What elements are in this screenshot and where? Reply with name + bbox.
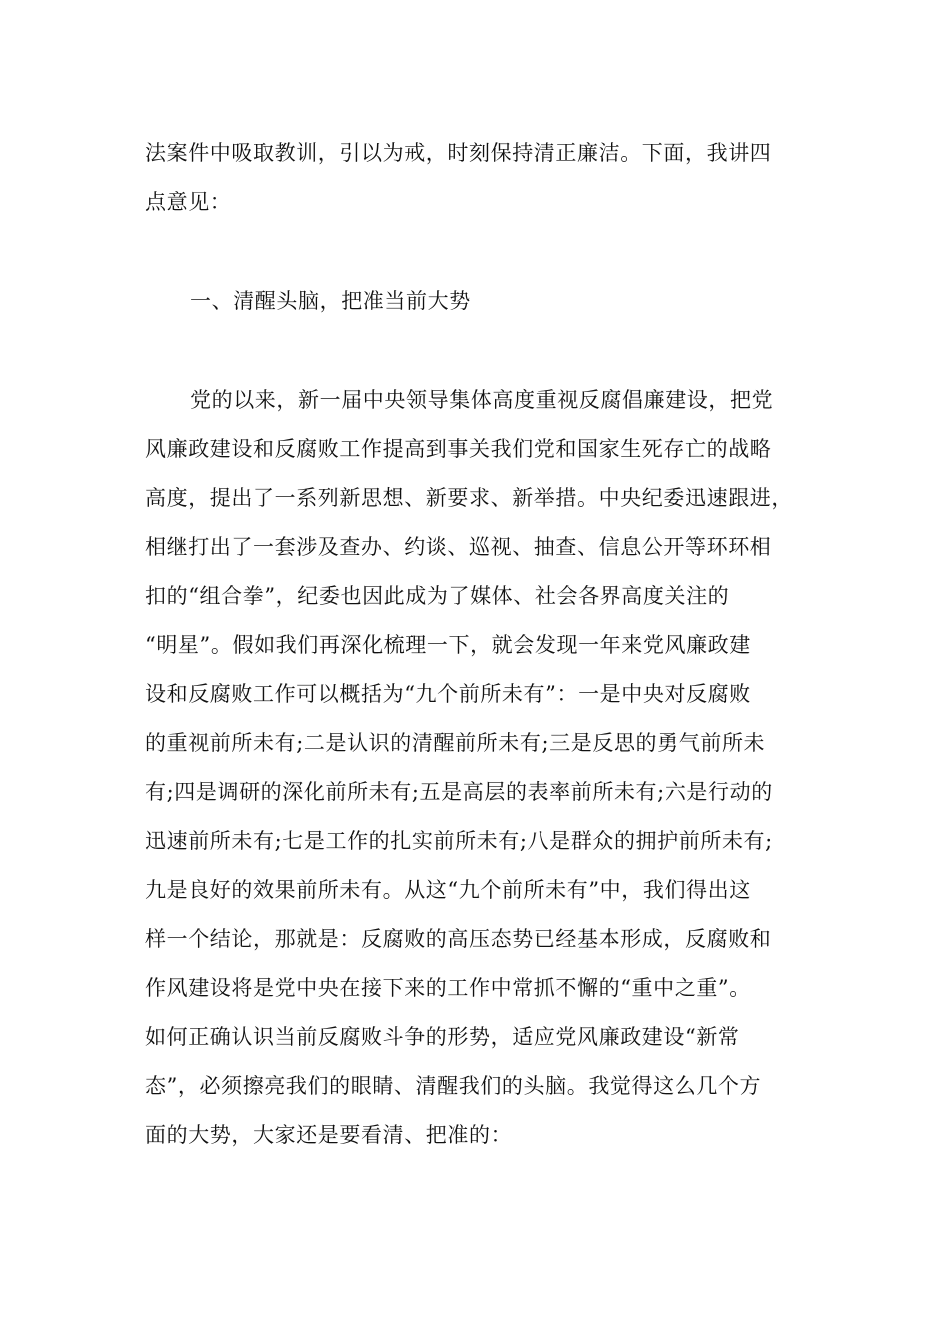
intro-line-1: 法案件中吸取教训，引以为戒，时刻保持清正廉洁。下面，我讲四 [145, 141, 772, 165]
paragraph-line-9: 有;四是调研的深化前所未有;五是高层的表率前所未有;六是行动的 [145, 780, 773, 804]
paragraph-line-16: 面的大势，大家还是要看清、把准的： [145, 1123, 513, 1147]
paragraph-line-8: 的重视前所未有;二是认识的清醒前所未有;三是反思的勇气前所未 [145, 731, 766, 755]
paragraph-line-2: 风廉政建设和反腐败工作提高到事关我们党和国家生死存亡的战略 [145, 437, 772, 461]
paragraph-line-4: 相继打出了一套涉及查办、约谈、巡视、抽查、信息公开等环环相 [145, 535, 772, 559]
paragraph-line-7: 设和反腐败工作可以概括为“九个前所未有”：一是中央对反腐败 [145, 682, 751, 706]
paragraph-line-15: 态”，必须擦亮我们的眼睛、清醒我们的头脑。我觉得这么几个方 [145, 1074, 762, 1098]
paragraph-line-6: “明星”。假如我们再深化梳理一下，就会发现一年来党风廉政建 [145, 633, 751, 657]
paragraph-line-3: 高度，提出了一系列新思想、新要求、新举措。中央纪委迅速跟进， [145, 486, 793, 510]
paragraph-line-1: 党的以来，新一届中央领导集体高度重视反腐倡廉建设，把党 [190, 388, 774, 412]
paragraph-line-10: 迅速前所未有;七是工作的扎实前所未有;八是群众的拥护前所未有; [145, 829, 773, 853]
paragraph-line-11: 九是良好的效果前所未有。从这“九个前所未有”中，我们得出这 [145, 878, 751, 902]
section-heading: 一、清醒头脑，把准当前大势 [190, 289, 471, 313]
paragraph-line-12: 样一个结论，那就是：反腐败的高压态势已经基本形成，反腐败和 [145, 927, 772, 951]
paragraph-line-5: 扣的“组合拳”，纪委也因此成为了媒体、社会各界高度关注的 [145, 584, 730, 608]
intro-line-2: 点意见： [145, 190, 232, 214]
paragraph-line-13: 作风建设将是党中央在接下来的工作中常抓不懈的“重中之重”。 [145, 976, 751, 1000]
paragraph-line-14: 如何正确认识当前反腐败斗争的形势，适应党风廉政建设“新常 [145, 1025, 740, 1049]
